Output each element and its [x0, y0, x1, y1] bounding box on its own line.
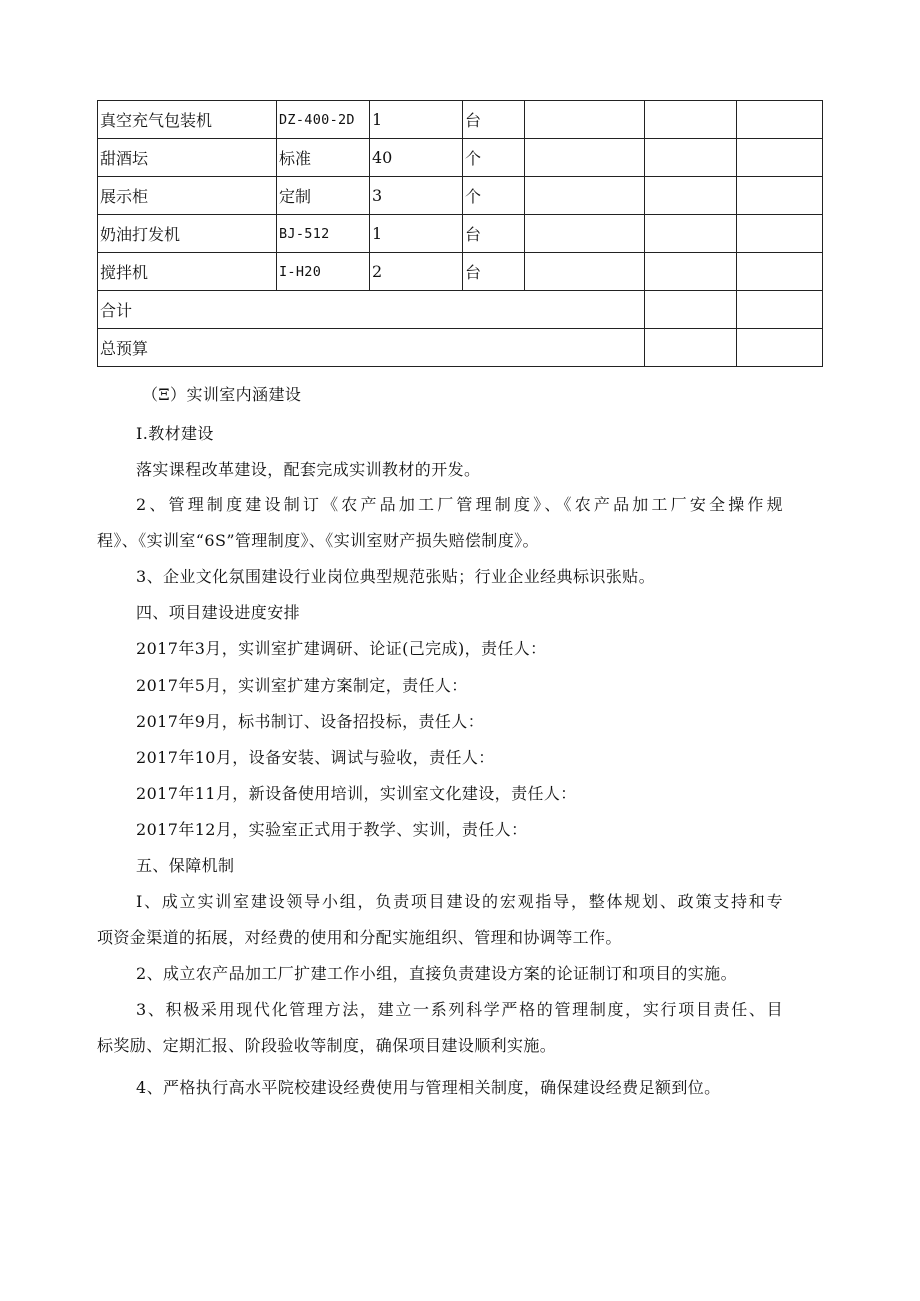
item1-text: 落实课程改革建设，配套完成实训教材的开发。	[136, 460, 481, 479]
item2-line1: 2、管理制度建设制订《农产品加工厂管理制度》、《农产品加工厂安全操作规	[136, 495, 783, 514]
empty-cell	[737, 291, 823, 329]
model-cell: DZ-400-2D	[277, 101, 370, 139]
table-row	[98, 253, 823, 291]
guarantee1-line2: 项资金渠道的拓展，对经费的使用和分配实施组织、管理和协调等工作。	[97, 928, 622, 947]
quantity-cell: 1	[370, 101, 463, 139]
unit-cell: 台	[463, 215, 525, 253]
quantity-cell: 40	[370, 139, 463, 177]
guarantee3-line2: 标奖励、定期汇报、阶段验收等制度，确保项目建设顺利实施。	[97, 1036, 557, 1055]
section3-title: （Ξ）实训室内涵建设	[142, 385, 302, 404]
unit-cell: 台	[463, 253, 525, 291]
table-row	[98, 177, 823, 215]
empty-cell	[645, 291, 737, 329]
schedule-item: 2017年5月，实训室扩建方案制定，责任人：	[136, 676, 468, 695]
schedule-item: 2017年3月，实训室扩建调研、论证(己完成)，责任人：	[136, 639, 547, 658]
model-cell: 标准	[277, 139, 370, 177]
guarantee2-text: 2、成立农产品加工厂扩建工作小组，直接负责建设方案的论证制订和项目的实施。	[136, 964, 737, 983]
equipment-name-cell: 搅拌机	[98, 253, 277, 291]
empty-cell	[645, 215, 737, 253]
equipment-name-cell: 甜酒坛	[98, 139, 277, 177]
equipment-name-cell: 奶油打发机	[98, 215, 277, 253]
section4-title: 四、项目建设进度安排	[136, 603, 301, 622]
table-row	[98, 139, 823, 177]
empty-cell	[737, 253, 823, 291]
guarantee4-text: 4、严格执行高水平院校建设经费使用与管理相关制度，确保建设经费足额到位。	[136, 1078, 721, 1097]
quantity-cell: 3	[370, 177, 463, 215]
table-row	[98, 101, 823, 139]
equipment-name-cell: 展示柜	[98, 177, 277, 215]
empty-cell	[645, 329, 737, 367]
table-row	[98, 215, 823, 253]
empty-cell	[525, 253, 645, 291]
unit-cell: 个	[463, 177, 525, 215]
schedule-item: 2017年9月，标书制订、设备招投标，责任人：	[136, 712, 485, 731]
empty-cell	[645, 101, 737, 139]
model-cell: BJ-512	[277, 215, 370, 253]
empty-cell	[737, 139, 823, 177]
schedule-item: 2017年10月，设备安装、调试与验收，责任人：	[136, 748, 495, 767]
budget-label-cell: 总预算	[98, 329, 645, 367]
equipment-table	[97, 100, 823, 367]
guarantee3-line1: 3、积极采用现代化管理方法，建立一系列科学严格的管理制度，实行项目责任、目	[136, 1000, 783, 1019]
empty-cell	[737, 215, 823, 253]
empty-cell	[525, 215, 645, 253]
table-row-total	[98, 291, 823, 329]
model-cell: I-H20	[277, 253, 370, 291]
empty-cell	[737, 101, 823, 139]
empty-cell	[645, 177, 737, 215]
item3-text: 3、企业文化氛围建设行业岗位典型规范张贴；行业企业经典标识张贴。	[136, 567, 655, 586]
guarantee1-line1: I、成立实训室建设领导小组，负责项目建设的宏观指导，整体规划、政策支持和专	[136, 892, 783, 911]
empty-cell	[525, 139, 645, 177]
unit-cell: 台	[463, 101, 525, 139]
schedule-item: 2017年12月，实验室正式用于教学、实训，责任人：	[136, 820, 528, 839]
total-label-cell: 合计	[98, 291, 645, 329]
schedule-item: 2017年11月，新设备使用培训，实训室文化建设，责任人：	[136, 784, 577, 803]
empty-cell	[737, 177, 823, 215]
item1-title: I.教材建设	[136, 424, 214, 443]
empty-cell	[645, 253, 737, 291]
item2-line2: 程》、《实训室“6S”管理制度》、《实训室财产损失赔偿制度》。	[97, 531, 539, 550]
empty-cell	[645, 139, 737, 177]
model-cell: 定制	[277, 177, 370, 215]
unit-cell: 个	[463, 139, 525, 177]
quantity-cell: 2	[370, 253, 463, 291]
quantity-cell: 1	[370, 215, 463, 253]
section5-title: 五、保障机制	[136, 856, 235, 875]
table-row-budget	[98, 329, 823, 367]
empty-cell	[737, 329, 823, 367]
empty-cell	[525, 177, 645, 215]
equipment-name-cell: 真空充气包装机	[98, 101, 277, 139]
empty-cell	[525, 101, 645, 139]
